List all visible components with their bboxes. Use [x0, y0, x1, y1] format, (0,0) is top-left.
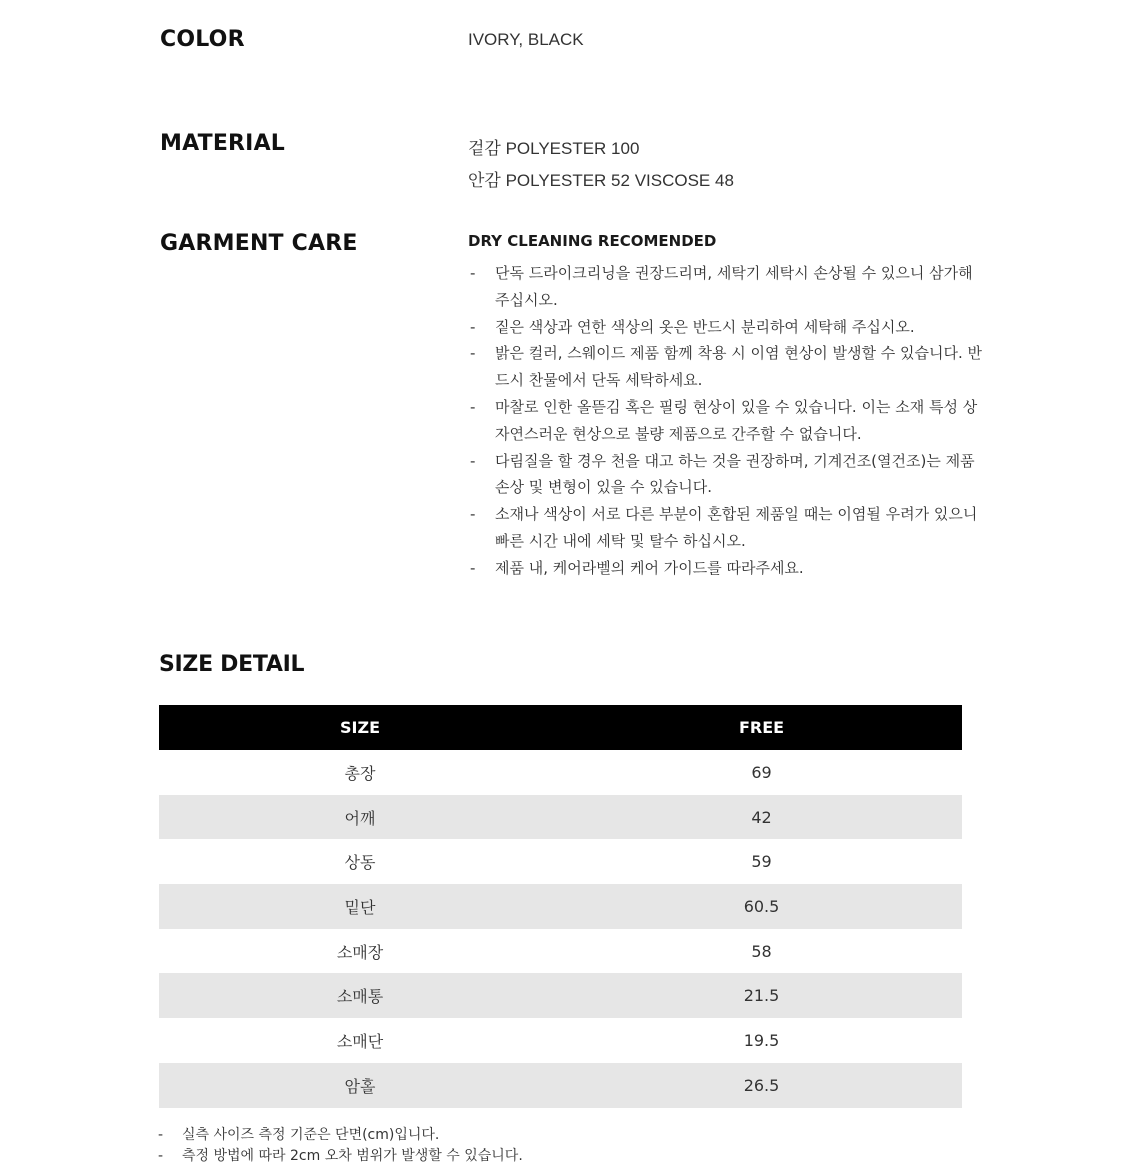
measurement-value: 21.5	[561, 973, 962, 1018]
care-item-text: 단독 드라이크리닝을 권장드리며, 세탁기 세탁시 손상될 수 있으니 삼가해 주십시오.	[495, 264, 973, 309]
measurement-value: 59	[751, 852, 772, 872]
column-header-free: FREE	[561, 705, 962, 750]
color-label: COLOR	[160, 27, 245, 52]
care-item	[468, 394, 988, 448]
size-table	[159, 705, 962, 1108]
care-item-text: 소재나 색상이 서로 다른 부분이 혼합된 제품일 때는 이염될 우려가 있으니 빠른 시간 내에 세탁 및 탈수 하십시오.	[495, 505, 978, 550]
care-heading: DRY CLEANING RECOMENDED	[468, 232, 717, 250]
bullet-dash: -	[470, 264, 476, 282]
table-row	[159, 1018, 962, 1063]
care-item	[468, 260, 988, 314]
care-item	[468, 555, 988, 582]
bullet-dash: -	[470, 451, 476, 470]
bullet-dash: -	[470, 397, 476, 416]
measurement-name: 총장	[344, 763, 376, 783]
measurement-name: 상동	[344, 853, 376, 873]
measurement-name: 어깨	[159, 795, 561, 840]
measurement-name: 밑단	[159, 884, 561, 929]
bullet-dash: -	[470, 317, 476, 336]
care-instructions-list	[468, 260, 988, 582]
care-item-text: 다림질을 할 경우 천을 대고 하는 것을 권장하며, 기계건조(열건조)는 제품 손상 및 변형이 있을 수 있습니다.	[495, 451, 975, 497]
bullet-dash: -	[470, 558, 476, 577]
measurement-value: 19.5	[743, 1030, 780, 1050]
material-outer: 겉감 POLYESTER 100	[468, 139, 640, 158]
measurement-value: 42	[561, 795, 962, 840]
table-row	[159, 929, 962, 974]
size-note-text: 측정 방법에 따라 2cm 오차 범위가 발생할 수 있습니다.	[182, 1148, 523, 1164]
material-label: MATERIAL	[160, 131, 286, 156]
size-note-text: 실측 사이즈 측정 기준은 단면(cm)입니다.	[182, 1127, 440, 1143]
bullet-dash: -	[470, 505, 476, 524]
garment-care-label: GARMENT CARE	[160, 231, 358, 256]
bullet-dash: -	[470, 344, 476, 363]
size-table-header	[159, 705, 962, 750]
measurement-name: 소매단	[336, 1031, 384, 1051]
measurement-value: 58	[751, 941, 772, 961]
care-item-text: 짙은 색상과 연한 색상의 옷은 반드시 분리하여 세탁해 주십시오.	[495, 317, 915, 336]
care-item	[468, 314, 988, 341]
size-detail-title: SIZE DETAIL	[159, 652, 305, 677]
material-lining: 안감 POLYESTER 52 VISCOSE 48	[468, 171, 734, 190]
bullet-dash: -	[158, 1148, 164, 1164]
care-item-text: 마찰로 인한 올뜯김 혹은 필링 현상이 있을 수 있습니다. 이는 소재 특성 상 자연스러운 현상으로 불량 제품으로 간주할 수 없습니다.	[495, 397, 978, 443]
measurement-name: 암홀	[159, 1063, 561, 1108]
table-row	[159, 839, 962, 884]
care-item-text: 밝은 컬러, 스웨이드 제품 함께 착용 시 이염 현상이 발생할 수 있습니다. 반드시 찬물에서 단독 세탁하세요.	[495, 344, 982, 390]
size-notes	[158, 1125, 523, 1167]
color-value: IVORY, BLACK	[468, 30, 584, 49]
size-note	[158, 1146, 523, 1167]
table-row	[159, 973, 962, 1018]
measurement-name: 소매통	[159, 973, 561, 1018]
care-item-text: 제품 내, 케어라벨의 케어 가이드를 따라주세요.	[495, 558, 804, 577]
size-note	[158, 1125, 523, 1146]
care-item	[468, 340, 988, 394]
care-item	[468, 501, 988, 555]
measurement-value: 26.5	[561, 1063, 962, 1108]
table-row	[159, 1063, 962, 1108]
care-item	[468, 448, 988, 502]
column-header-size: SIZE	[159, 705, 561, 750]
measurement-value: 69	[751, 762, 772, 782]
bullet-dash: -	[158, 1127, 164, 1143]
table-row	[159, 795, 962, 840]
table-row	[159, 884, 962, 929]
table-row	[159, 750, 962, 795]
measurement-name: 소매장	[336, 942, 384, 962]
measurement-value: 60.5	[561, 884, 962, 929]
